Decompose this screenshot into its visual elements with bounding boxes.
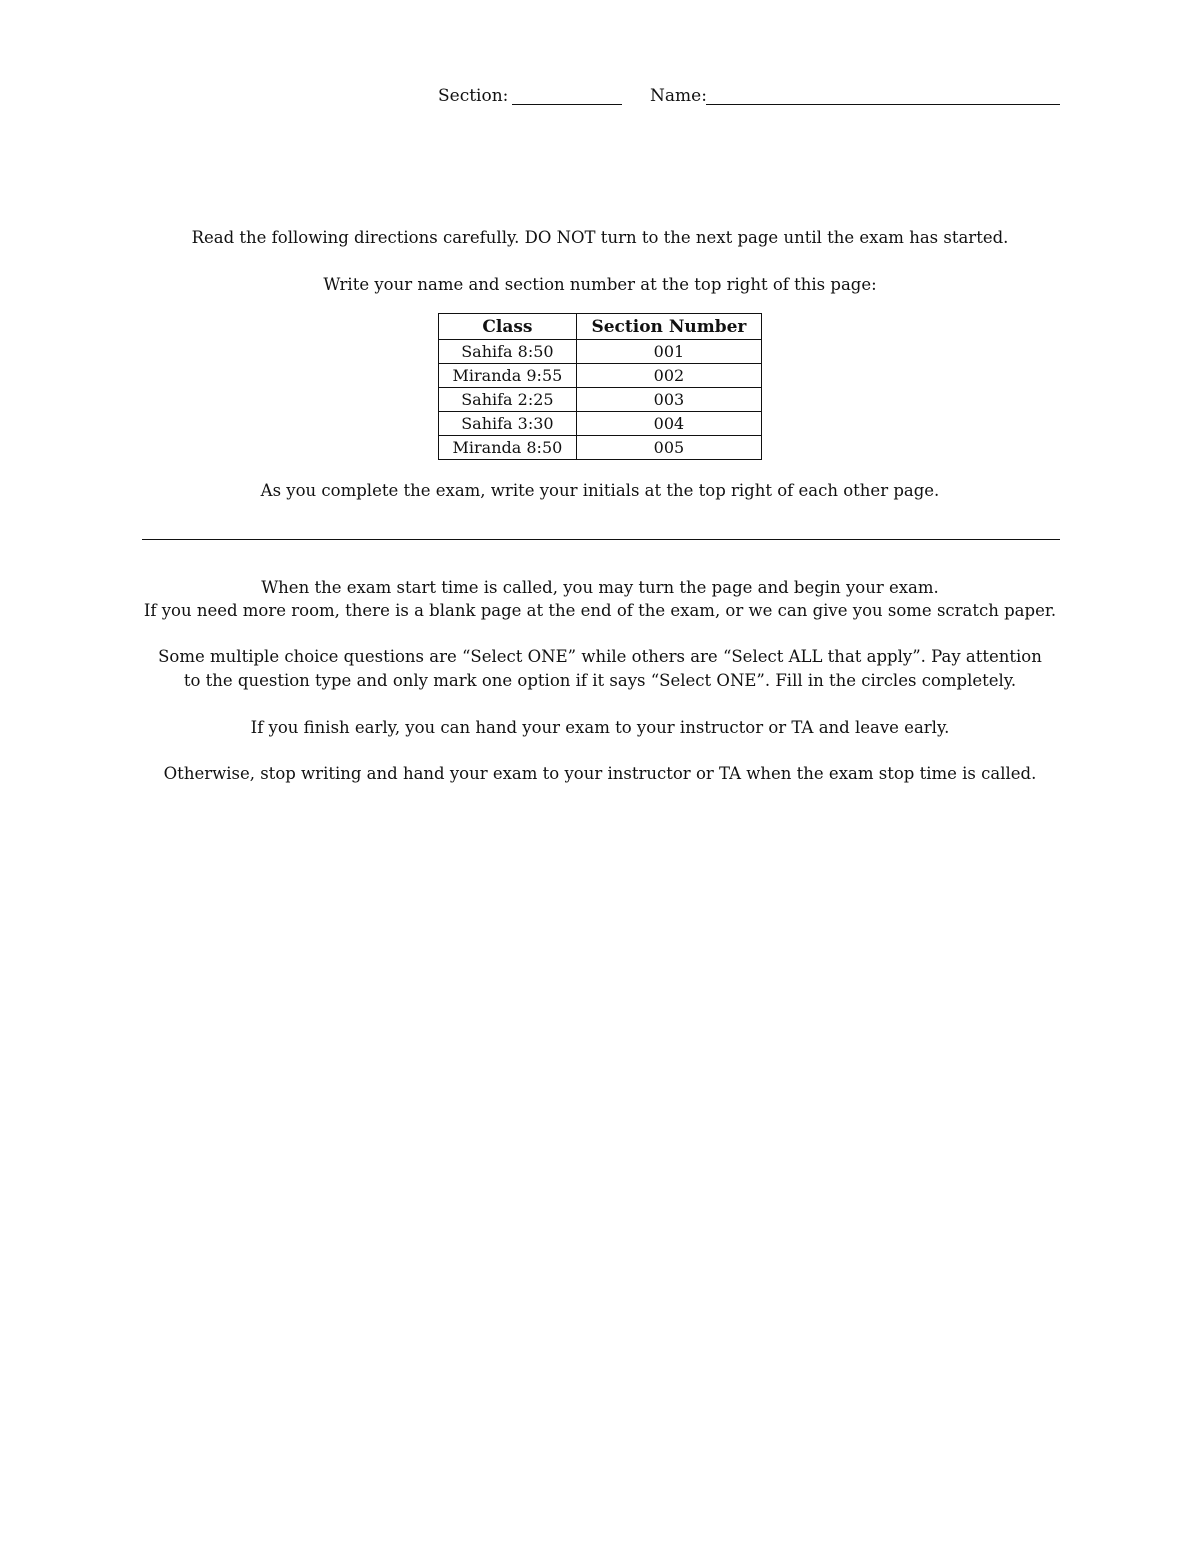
table-cell-class: Miranda 9:55 [439,364,577,388]
exam-header [0,86,1200,112]
instructions-mc-line2: to the question type and only mark one option if it says “Select ONE”. Fill in the circles completely. [183,671,1017,690]
table-cell-class: Sahifa 8:50 [439,340,577,364]
instructions-mc-line1: Some multiple choice questions are “Select ONE” while others are “Select ALL that apply”. Pay attention [158,647,1042,666]
section-table [438,313,762,460]
section-field[interactable] [512,104,622,105]
table-cell-class: Sahifa 2:25 [439,388,577,412]
directions-write-name: Write your name and section number at the top right of this page: [323,275,877,294]
table-header-section-number: Section Number [576,314,761,340]
table-header-row [439,314,762,340]
instructions-start-line1: When the exam start time is called, you may turn the page and begin your exam. [261,578,939,597]
name-label: Name: [650,86,707,106]
table-cell-section: 005 [576,436,761,460]
instructions-finish-early: If you finish early, you can hand your exam to your instructor or TA and leave early. [250,718,950,737]
horizontal-divider [142,539,1060,540]
instructions-start-line2: If you need more room, there is a blank page at the end of the exam, or we can give you some scratch paper. [143,601,1057,620]
table-row [439,436,762,460]
table-cell-section: 004 [576,412,761,436]
table-cell-class: Sahifa 3:30 [439,412,577,436]
section-label: Section: [438,86,509,106]
instructions-otherwise: Otherwise, stop writing and hand your exam to your instructor or TA when the exam stop time is called. [163,764,1037,783]
table-cell-section: 003 [576,388,761,412]
table-row [439,364,762,388]
directions-intro: Read the following directions carefully. DO NOT turn to the next page until the exam has started. [191,228,1009,247]
directions-initials: As you complete the exam, write your initials at the top right of each other page. [260,481,940,500]
table-row [439,412,762,436]
table-row [439,388,762,412]
table-cell-section: 001 [576,340,761,364]
table-row [439,340,762,364]
name-field[interactable] [706,104,1060,105]
table-cell-class: Miranda 8:50 [439,436,577,460]
table-cell-section: 002 [576,364,761,388]
table-header-class: Class [439,314,577,340]
